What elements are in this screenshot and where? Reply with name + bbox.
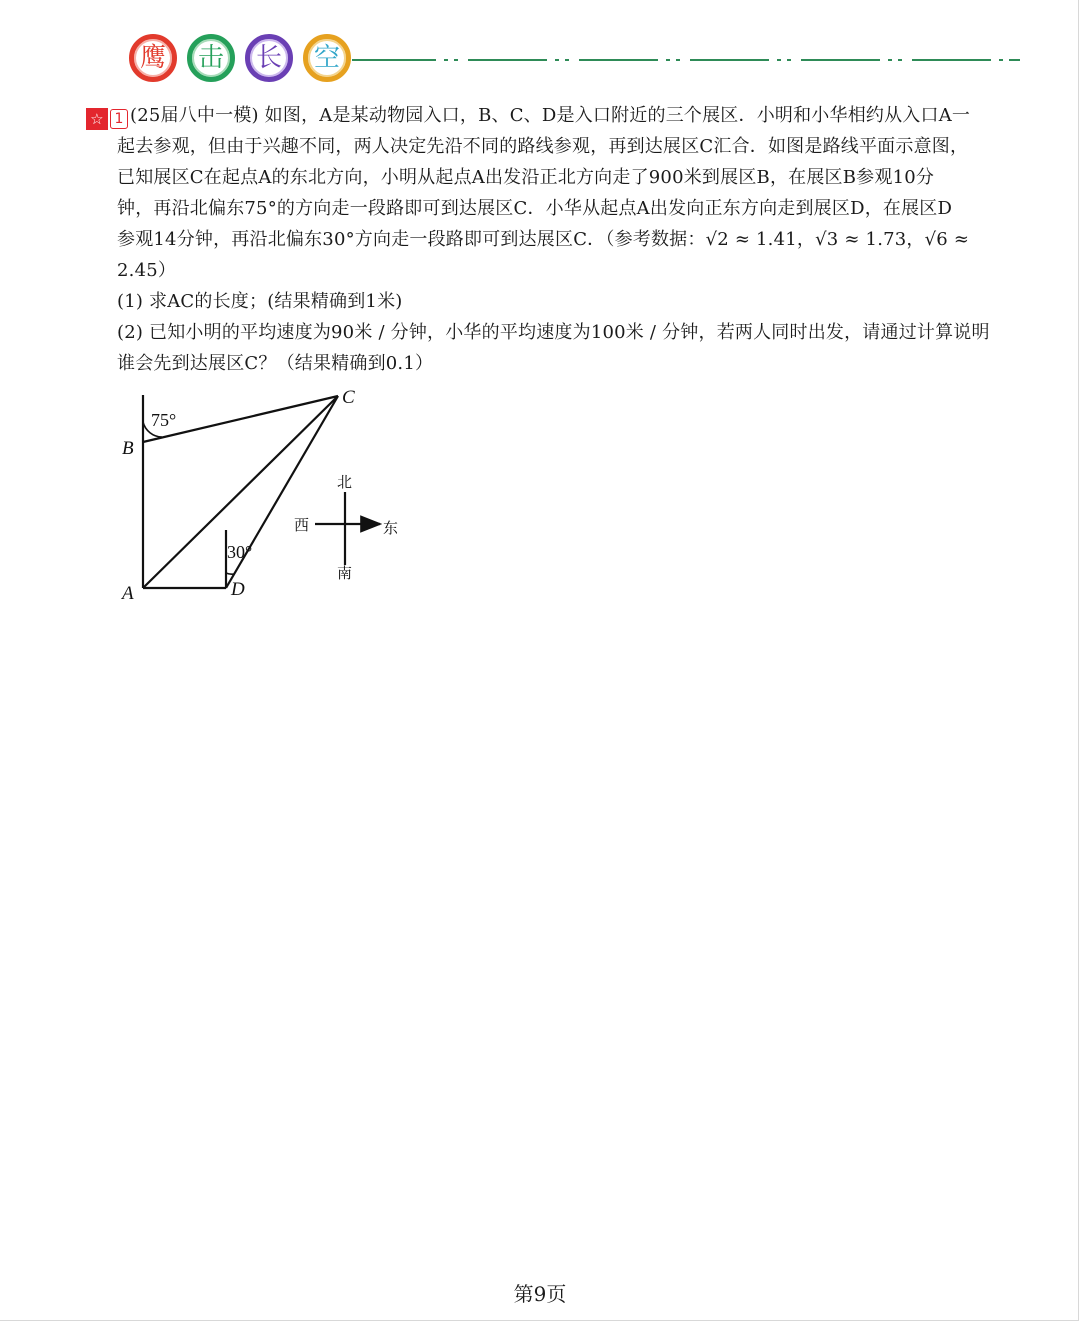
problem-line-5: 参观14分钟，再沿北偏东30°方向走一段路即可到达展区C．（参考数据：√2 ≈ 1.41，√3 ≈ 1.73，√6 ≈ bbox=[117, 229, 970, 250]
angle-label-D: 30° bbox=[227, 542, 253, 562]
problem-line-1: ☆ 1 (25届八中一模) 如图，A是某动物园入口，B、C、D是入口附近的三个展区．小明和小华相约从入口A一 bbox=[86, 100, 1030, 131]
label-B: B bbox=[122, 438, 134, 459]
badge-ying: 鹰 bbox=[129, 34, 177, 82]
problem-line-4: 钟，再沿北偏东75°的方向走一段路即可到达展区C．小华从起点A出发向正东方向走到展区D，在展区D bbox=[117, 198, 953, 219]
compass-west: 西 bbox=[294, 516, 310, 534]
label-D: D bbox=[231, 579, 245, 600]
problem-line-2: 起去参观，但由于兴趣不同，两人决定先沿不同的路线参观，再到达展区C汇合．如图是路线平面示意图， bbox=[117, 136, 969, 157]
angle-label-B: 75° bbox=[151, 410, 177, 430]
badge-kong: 空 bbox=[303, 34, 351, 82]
problem-line-6: 2.45） bbox=[117, 260, 177, 281]
star-icon: ☆ bbox=[86, 108, 108, 130]
question-part-2-line-1: (2) 已知小明的平均速度为90米 / 分钟，小华的平均速度为100米 / 分钟，若两人同时出发，请通过计算说明 bbox=[117, 322, 990, 343]
label-A: A bbox=[122, 583, 134, 604]
angle-arc-D bbox=[226, 573, 234, 574]
problem-marker bbox=[86, 108, 128, 130]
problem-block bbox=[86, 100, 1030, 379]
header bbox=[126, 34, 1026, 88]
badge-ji: 击 bbox=[187, 34, 235, 82]
question-part-2-line-2: 谁会先到达展区C？（结果精确到0.1） bbox=[117, 353, 434, 374]
header-rule bbox=[352, 58, 1020, 62]
problem-number: 1 bbox=[110, 109, 128, 129]
compass-east: 东 bbox=[383, 519, 399, 537]
question-part-1: (1) 求AC的长度；(结果精确到1米) bbox=[117, 291, 403, 312]
badge-chang: 长 bbox=[245, 34, 293, 82]
problem-line-3: 已知展区C在起点A的东北方向，小明从起点A出发沿正北方向走了900米到展区B，在展区B参观10分 bbox=[117, 167, 935, 188]
label-C: C bbox=[342, 387, 355, 408]
compass-north: 北 bbox=[337, 473, 353, 491]
page-number: 第9页 bbox=[513, 1282, 567, 1306]
compass-icon bbox=[294, 473, 398, 582]
route-diagram bbox=[110, 380, 430, 610]
compass-south: 南 bbox=[337, 564, 353, 582]
